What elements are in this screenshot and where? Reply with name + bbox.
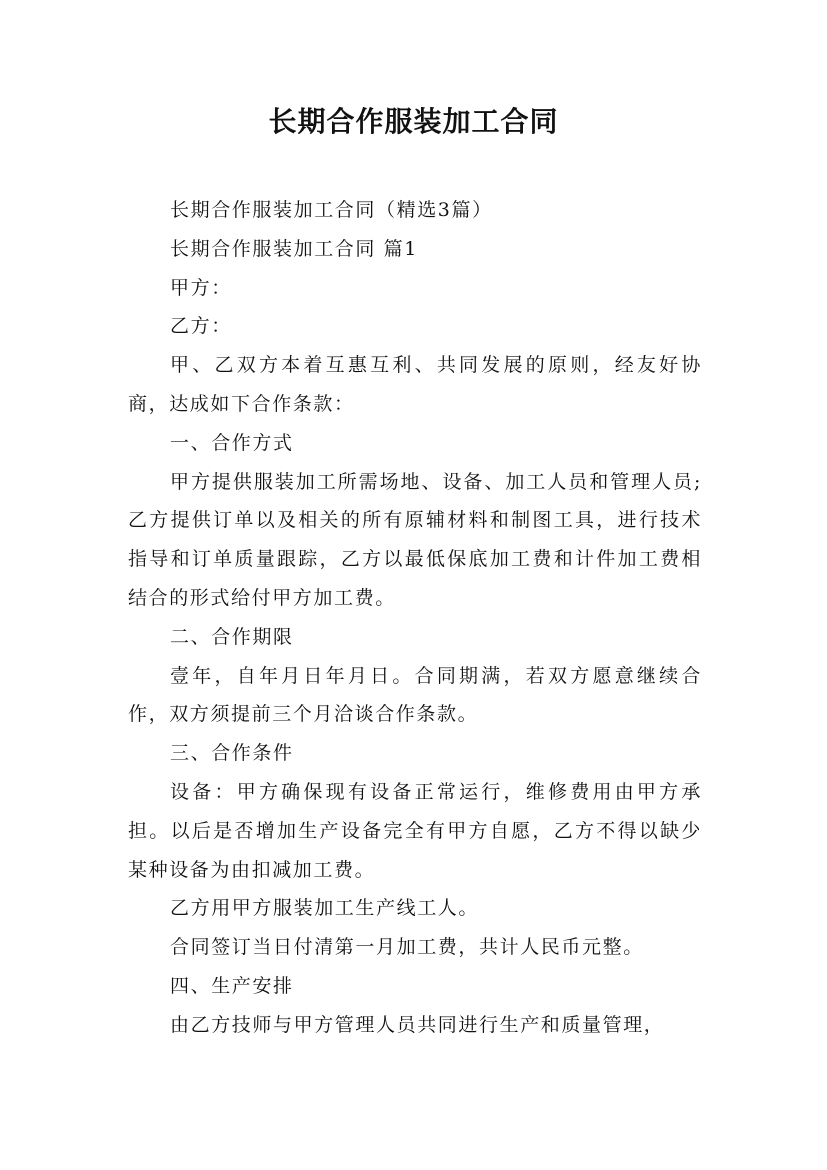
document-body (128, 191, 702, 1045)
section-heading-cooperation-conditions: 三、合作条件 (170, 742, 294, 765)
paragraph-chapter-heading: 长期合作服装加工合同 篇1 (170, 237, 418, 260)
paragraph-preamble: 甲、乙双方本着互惠互利、共同发展的原则，经友好协商，达成如下合作条款： (128, 354, 702, 415)
paragraph-subtitle: 长期合作服装加工合同（精选3篇） (170, 199, 493, 221)
document-title: 长期合作服装加工合同 (268, 105, 559, 138)
paragraph-production-arrangement: 由乙方技师与甲方管理人员共同进行生产和质量管理， (170, 1013, 665, 1036)
section-heading-production-arrangement: 四、生产安排 (170, 974, 294, 997)
paragraph-payment: 合同签订当日付清第一月加工费，共计人民币元整。 (170, 936, 644, 959)
section-heading-cooperation-term: 二、合作期限 (170, 625, 294, 648)
paragraph-cooperation-method: 甲方提供服装加工所需场地、设备、加工人员和管理人员;乙方提供订单以及相关的所有原辅材料和制图工具，进行技术指导和订单质量跟踪，乙方以最低保底加工费和计件加工费相结合的形式给付甲方加工费。 (128, 470, 702, 609)
paragraph-equipment: 设备：甲方确保现有设备正常运行，维修费用由甲方承担。以后是否增加生产设备完全有甲方自愿，乙方不得以缺少某种设备为由扣减加工费。 (128, 780, 702, 881)
paragraph-party-a: 甲方： (170, 276, 232, 299)
section-heading-cooperation-method: 一、合作方式 (170, 431, 294, 454)
paragraph-party-b: 乙方： (170, 315, 232, 338)
paragraph-cooperation-term: 壹年，自年月日年月日。合同期满，若双方愿意继续合作，双方须提前三个月洽谈合作条款。 (128, 664, 702, 726)
paragraph-workers: 乙方用甲方服装加工生产线工人。 (170, 897, 480, 920)
